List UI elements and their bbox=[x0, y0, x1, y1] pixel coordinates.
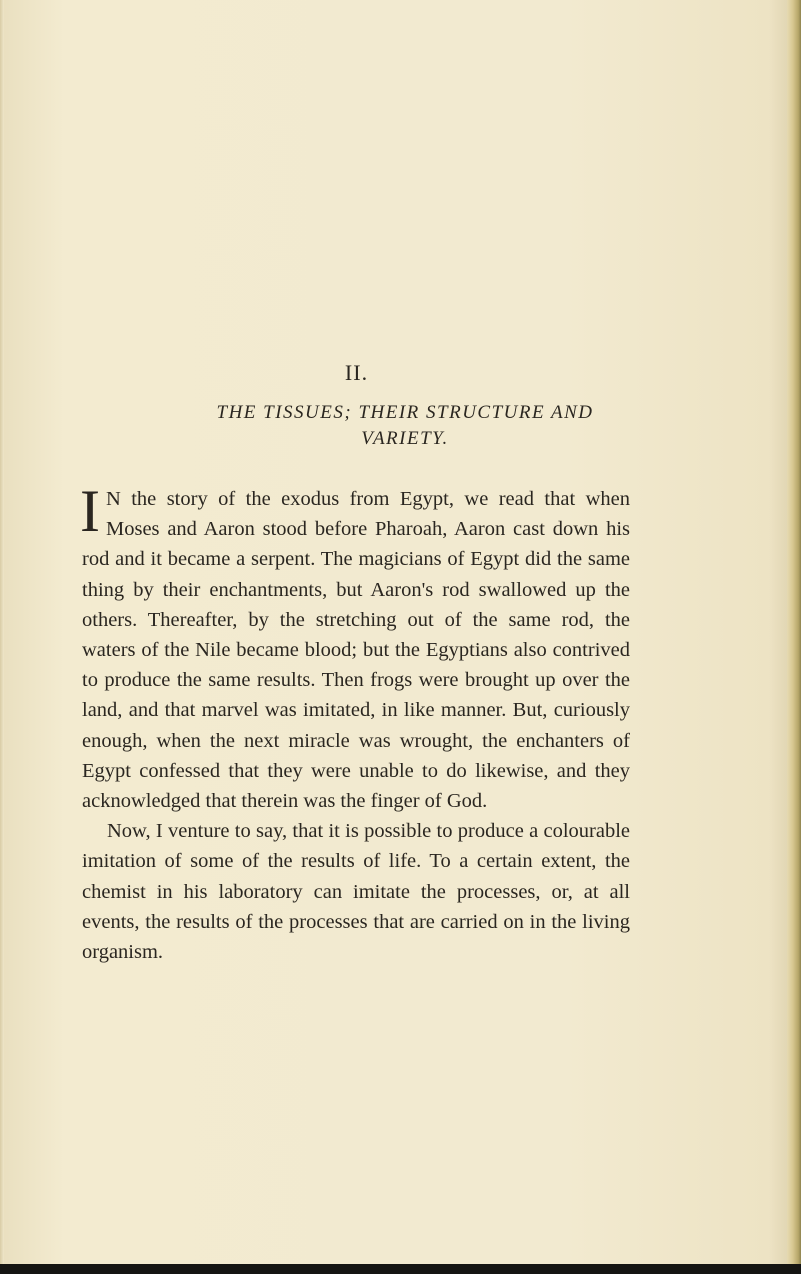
page-right-edge bbox=[787, 0, 801, 1274]
page-left-edge bbox=[0, 0, 4, 1274]
paragraph-1-text: N the story of the exodus from Egypt, we read that when Moses and Aaron stood before Pharoah, Aaron cast down his rod and it became a serpent. The magicians of Egypt did the same thing by their enchantments, but Aaron's rod swallowed up the others. Thereafter, by the stretching out of the same rod, the waters of the Nile became blood; but the Egyptians also contrived to produce the same results. Then frogs were brought up over the land, and that marvel was imitated, in like manner. But, curiously enough, when the next miracle was wrought, the enchanters of Egypt confessed that they were unable to do likewise, and they acknowledged that therein was the finger of God. bbox=[82, 488, 630, 813]
chapter-title: THE TISSUES; THEIR STRUCTURE AND VARIETY. bbox=[216, 402, 594, 449]
paragraph-2: Now, I venture to say, that it is possible to produce a colourable imitation of some of the results of life. To a certain extent, the chemist in his laboratory can imitate the processes, or, at all events, the results of the processes that are carried on in the living organism. bbox=[82, 820, 630, 964]
chapter-body bbox=[80, 478, 630, 967]
chapter-number: II. bbox=[344, 360, 369, 385]
drop-cap: I bbox=[80, 478, 100, 544]
paragraph-1 bbox=[80, 478, 630, 816]
page-bottom-edge bbox=[0, 1264, 801, 1274]
